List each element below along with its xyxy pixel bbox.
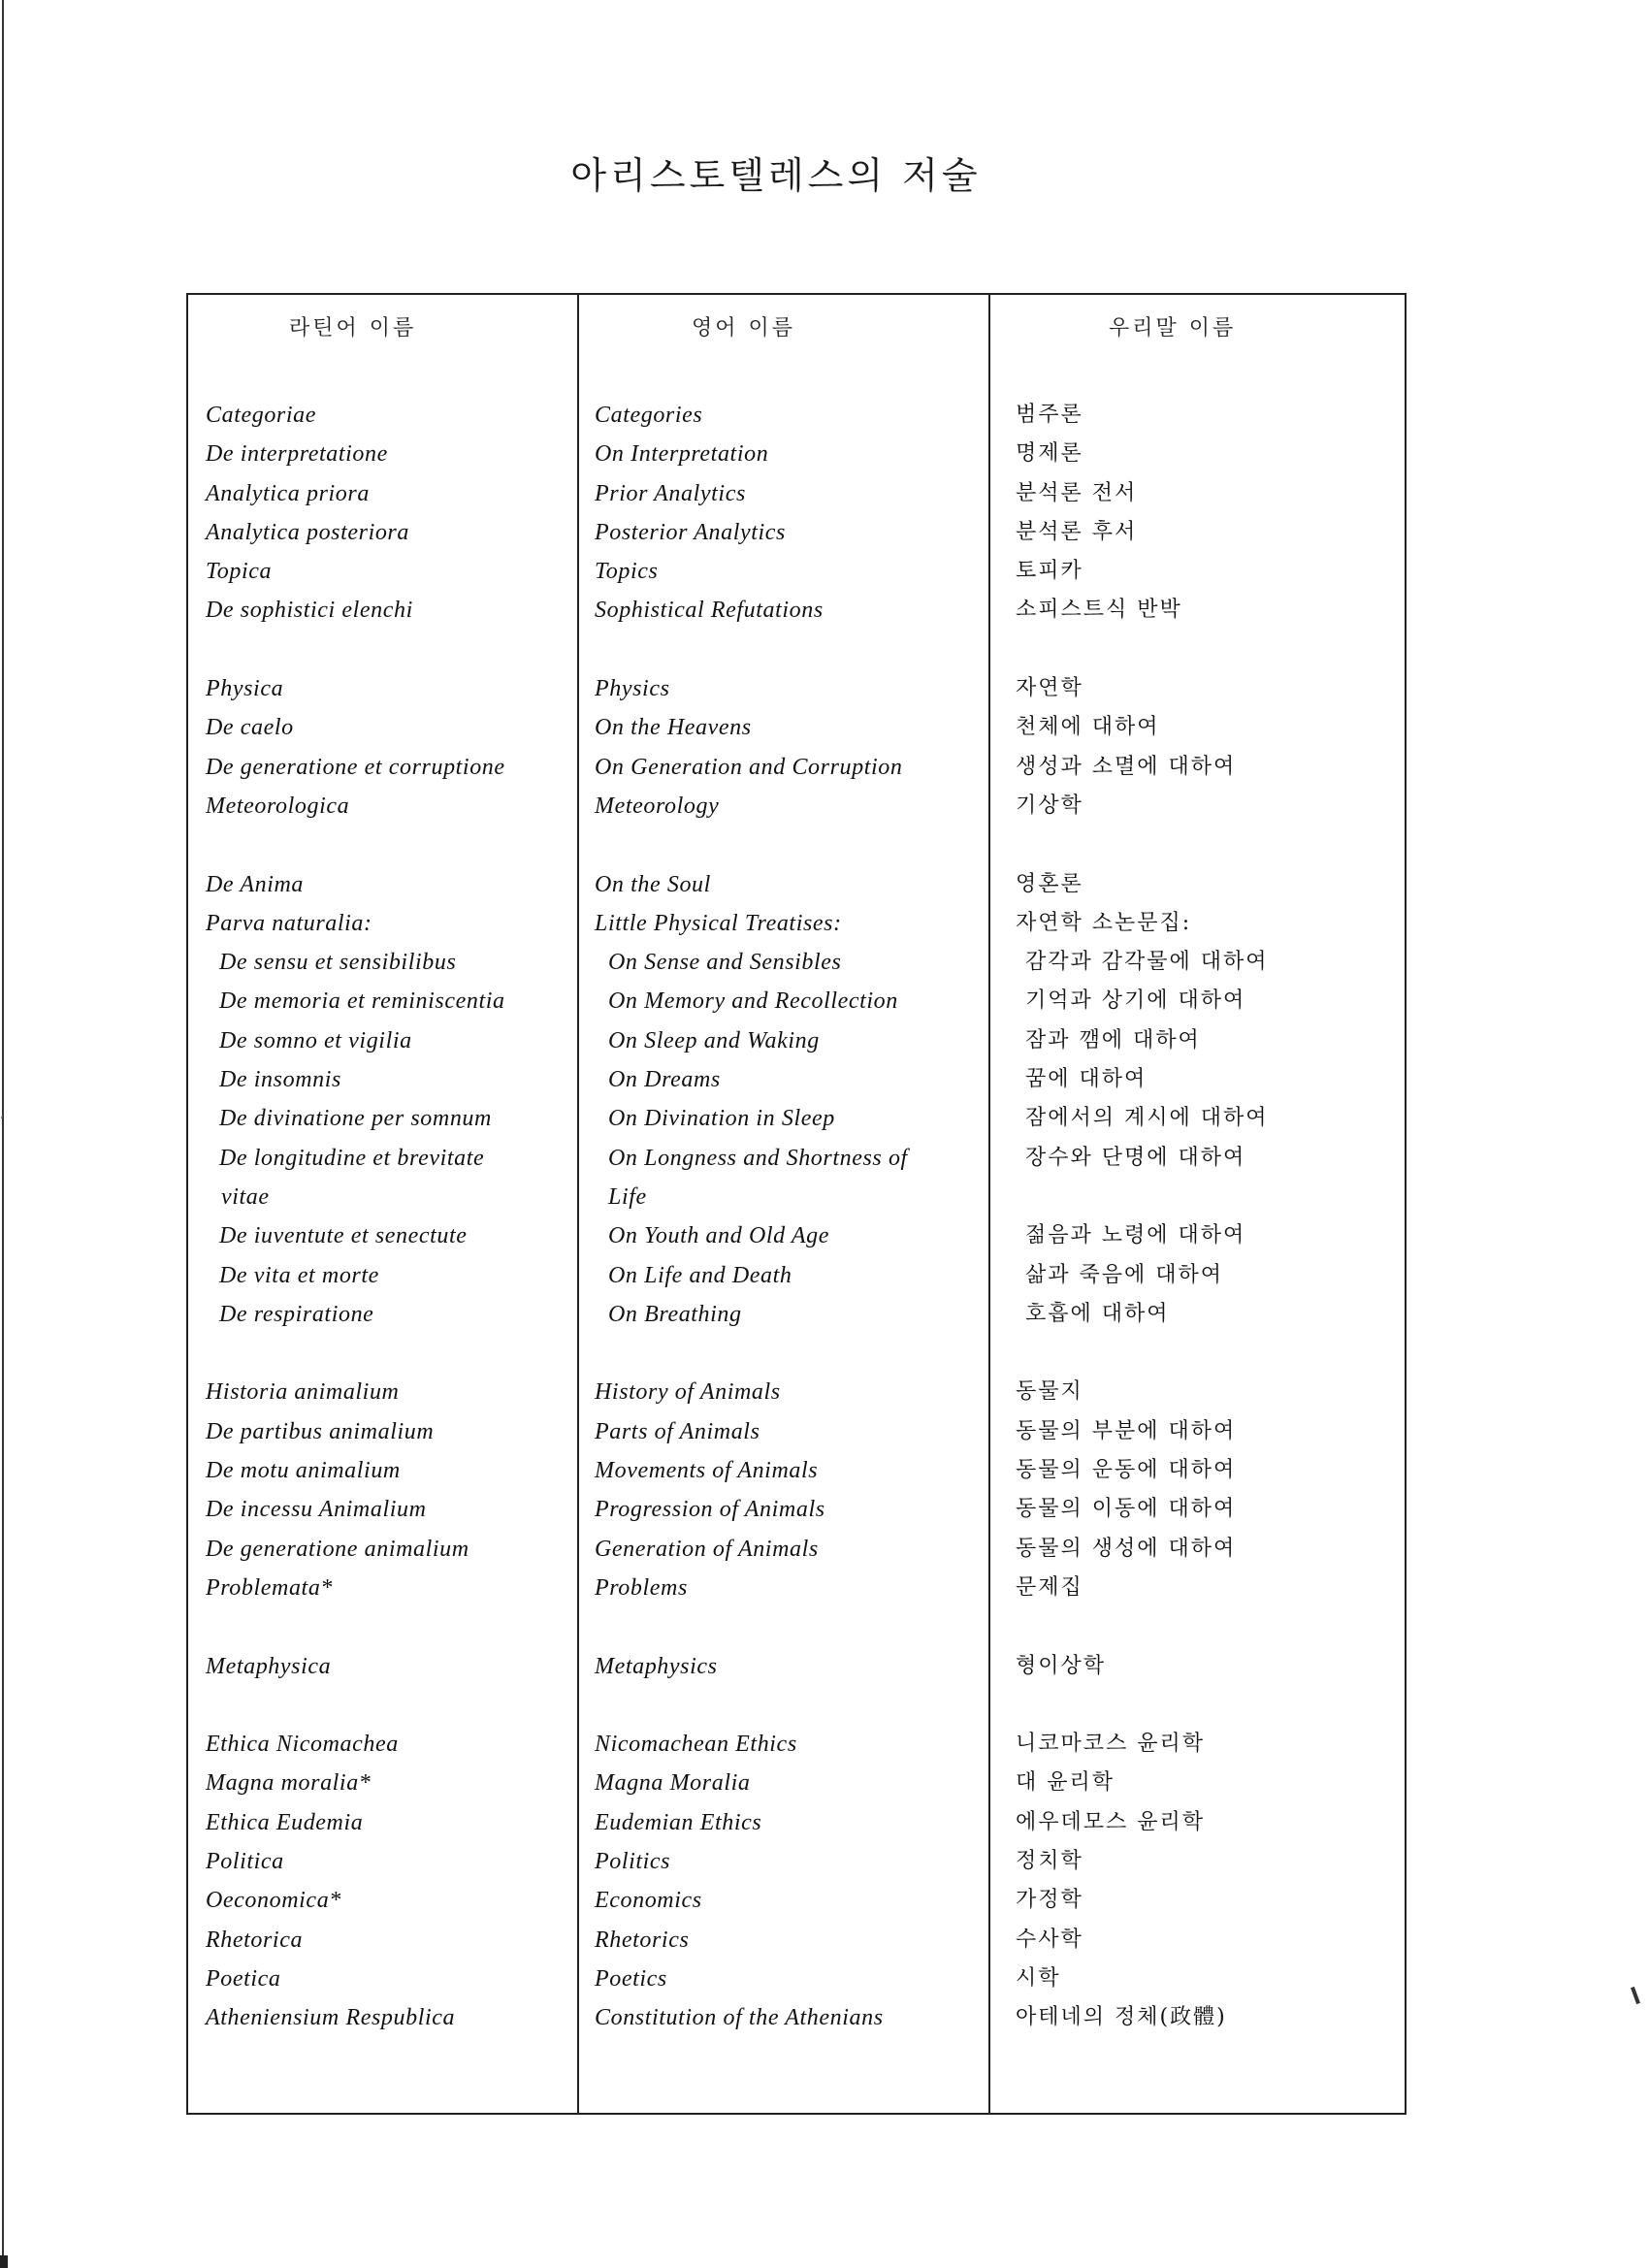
latin-title: De divinatione per somnum (219, 1106, 492, 1132)
korean-title: 생성과 소멸에 대하여 (1016, 754, 1237, 779)
korean-title (990, 1178, 1405, 1216)
english-title: Eudemian Ethics (595, 1809, 762, 1835)
english-title: On Sleep and Waking (608, 1027, 820, 1053)
english-title: Economics (595, 1888, 702, 1914)
latin-title: De respiratione (219, 1301, 374, 1327)
korean-title: 동물의 운동에 대하여 (1016, 1458, 1237, 1483)
korean-title: 동물의 이동에 대하여 (1016, 1497, 1237, 1522)
english-title: Life (608, 1183, 647, 1210)
korean-title: 니코마코스 윤리학 (1016, 1732, 1206, 1757)
group-spacer (990, 631, 1405, 669)
latin-title: Topica (206, 559, 273, 585)
latin-title: Ethica Eudemia (206, 1809, 364, 1835)
korean-title: 분석론 후서 (1016, 519, 1138, 544)
english-title: History of Animals (595, 1379, 781, 1406)
korean-title: 천체에 대하여 (1016, 715, 1160, 740)
korean-title: 동물의 생성에 대하여 (1016, 1536, 1237, 1561)
latin-title: De sophistici elenchi (206, 598, 413, 624)
korean-title: 자연학 (1016, 676, 1083, 701)
english-title: On Longness and Shortness of (608, 1145, 908, 1171)
english-title: On Generation and Corruption (595, 754, 903, 780)
latin-title: Poetica (206, 1965, 281, 1992)
english-title: Poetics (595, 1965, 667, 1992)
latin-title: Magna moralia* (206, 1770, 372, 1797)
korean-title: 동물지 (1016, 1379, 1083, 1405)
korean-title: 형이상학 (1016, 1653, 1107, 1678)
latin-column-header: 라틴어 이름 (289, 316, 417, 340)
latin-title: Analytica posteriora (206, 519, 409, 545)
english-title: On Divination in Sleep (608, 1106, 835, 1132)
korean-title: 기상학 (1016, 793, 1083, 818)
english-title: Constitution of the Athenians (595, 2005, 884, 2031)
latin-column (188, 295, 579, 2113)
korean-title: 토피카 (1016, 559, 1083, 584)
latin-title: vitae (221, 1183, 270, 1210)
latin-title: De partibus animalium (206, 1418, 435, 1444)
korean-title: 기억과 상기에 대하여 (1025, 988, 1246, 1014)
korean-title: 수사학 (1016, 1927, 1083, 1952)
korean-title: 젊음과 노령에 대하여 (1025, 1223, 1246, 1248)
english-title: Progression of Animals (595, 1497, 825, 1523)
english-title: On Breathing (608, 1301, 742, 1327)
english-title: Metaphysics (595, 1653, 718, 1679)
latin-title: Historia animalium (206, 1379, 400, 1406)
korean-title: 시학 (1016, 1965, 1061, 1991)
latin-title: De memoria et reminiscentia (219, 988, 505, 1015)
latin-title: De Anima (206, 871, 305, 897)
english-title: On Youth and Old Age (608, 1223, 830, 1249)
scan-artifact-mark (0, 2255, 8, 2268)
korean-column-body (990, 396, 1405, 2037)
group-spacer (990, 826, 1405, 864)
latin-title: De interpretatione (206, 441, 388, 468)
group-spacer (990, 1334, 1405, 1373)
korean-title: 범주론 (1016, 403, 1083, 427)
english-title: Prior Analytics (595, 480, 746, 506)
english-title: Magna Moralia (595, 1770, 751, 1797)
latin-title: De caelo (206, 715, 294, 741)
korean-title: 영혼론 (1016, 871, 1083, 896)
latin-title: De sensu et sensibilibus (219, 950, 457, 976)
group-spacer (990, 1686, 1405, 1725)
english-title: On Life and Death (608, 1262, 792, 1288)
scan-artifact-mark (1631, 1987, 1640, 2004)
english-title: Categories (595, 403, 703, 428)
latin-title: Meteorologica (206, 793, 350, 819)
korean-title: 대 윤리학 (1016, 1770, 1116, 1796)
latin-title: De insomnis (219, 1067, 341, 1093)
korean-title: 잠과 깸에 대하여 (1025, 1027, 1201, 1053)
latin-title: Problemata* (206, 1574, 334, 1601)
latin-title: Analytica priora (206, 480, 370, 506)
latin-title: De longitudine et brevitate (219, 1145, 485, 1171)
latin-title: Rhetorica (206, 1927, 304, 1953)
korean-title: 문제집 (1016, 1574, 1083, 1600)
korean-title: 에우데모스 윤리학 (1016, 1809, 1206, 1834)
english-title: Parts of Animals (595, 1418, 760, 1444)
korean-title: 장수와 단명에 대하여 (1025, 1145, 1246, 1170)
korean-title: 호흡에 대하여 (1025, 1301, 1170, 1326)
korean-title: 아테네의 정체(政體) (1016, 2005, 1227, 2030)
korean-title: 잠에서의 계시에 대하여 (1025, 1106, 1269, 1131)
latin-title: De motu animalium (206, 1458, 401, 1484)
english-column (579, 295, 990, 2113)
korean-title: 감각과 감각물에 대하여 (1025, 950, 1269, 975)
english-title: Nicomachean Ethics (595, 1732, 797, 1758)
english-title: Topics (595, 559, 659, 585)
english-title: Generation of Animals (595, 1536, 819, 1562)
korean-title: 가정학 (1016, 1888, 1083, 1913)
latin-title: Parva naturalia: (206, 910, 372, 936)
english-column-body (579, 396, 988, 2037)
latin-title: Metaphysica (206, 1653, 332, 1679)
scan-artifact-mark: ‘ (0, 1114, 5, 1129)
english-title: On Memory and Recollection (608, 988, 898, 1015)
english-title: On Dreams (608, 1067, 721, 1093)
korean-column (990, 295, 1405, 2113)
english-title: Politics (595, 1848, 671, 1874)
english-title: On the Soul (595, 871, 711, 897)
english-title: Movements of Animals (595, 1458, 819, 1484)
page-edge-line (2, 0, 4, 2268)
group-spacer (579, 631, 988, 669)
latin-title: De vita et morte (219, 1262, 379, 1288)
korean-column-header: 우리말 이름 (1109, 316, 1237, 340)
korean-title: 동물의 부분에 대하여 (1016, 1418, 1237, 1443)
latin-title: Ethica Nicomachea (206, 1732, 399, 1758)
group-spacer (188, 1334, 577, 1373)
korean-title: 명제론 (1016, 441, 1083, 467)
korean-title: 꿈에 대하여 (1025, 1067, 1148, 1092)
page-title: 아리스토텔레스의 저술 (570, 154, 982, 197)
korean-title: 소피스트식 반박 (1016, 598, 1182, 623)
korean-title: 정치학 (1016, 1848, 1083, 1873)
latin-title: De incessu Animalium (206, 1497, 427, 1523)
english-title: Rhetorics (595, 1927, 690, 1953)
korean-title: 삶과 죽음에 대하여 (1025, 1262, 1224, 1287)
korean-title: 자연학 소논문집: (1016, 910, 1192, 935)
latin-title: Politica (206, 1848, 284, 1874)
english-title: On Sense and Sensibles (608, 950, 842, 976)
group-spacer (579, 1686, 988, 1725)
latin-title: Physica (206, 676, 284, 702)
group-spacer (188, 826, 577, 864)
group-spacer (188, 631, 577, 669)
group-spacer (188, 1607, 577, 1646)
english-title: Problems (595, 1574, 688, 1601)
latin-title: Atheniensium Respublica (206, 2005, 456, 2031)
group-spacer (188, 1686, 577, 1725)
group-spacer (579, 826, 988, 864)
english-title: Physics (595, 676, 670, 702)
latin-title: De iuventute et senectute (219, 1223, 468, 1249)
english-title: On the Heavens (595, 715, 752, 741)
english-title: On Interpretation (595, 441, 769, 468)
english-column-header: 영어 이름 (692, 316, 796, 340)
english-title: Sophistical Refutations (595, 598, 824, 624)
latin-column-body (188, 396, 577, 2037)
latin-title: De generatione et corruptione (206, 754, 505, 780)
latin-title: Oeconomica* (206, 1888, 341, 1914)
latin-title: Categoriae (206, 403, 316, 428)
english-title: Meteorology (595, 793, 720, 819)
latin-title: De generatione animalium (206, 1536, 469, 1562)
group-spacer (990, 1607, 1405, 1646)
latin-title: De somno et vigilia (219, 1027, 412, 1053)
english-title: Posterior Analytics (595, 519, 786, 545)
group-spacer (579, 1334, 988, 1373)
english-title: Little Physical Treatises: (595, 910, 842, 936)
works-table (186, 293, 1406, 2115)
group-spacer (579, 1607, 988, 1646)
korean-title: 분석론 전서 (1016, 480, 1138, 505)
